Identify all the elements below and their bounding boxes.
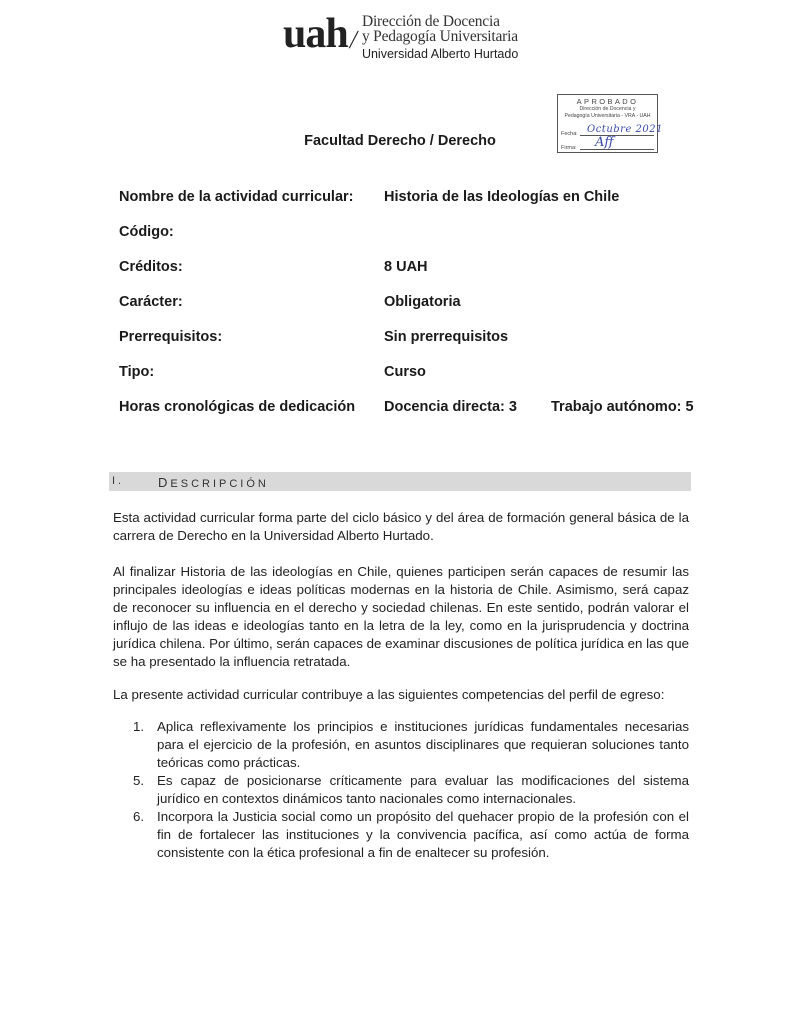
faculty-title-text: Facultad Derecho / Derecho bbox=[304, 133, 496, 149]
stamp-sub-2: Pedagogía Universitaria - VRA - UAH bbox=[564, 112, 651, 119]
competencias-intro: La presente actividad curricular contribuye a las siguientes competencias del perfil de egreso: bbox=[113, 687, 665, 702]
stamp-firma-line bbox=[580, 149, 654, 150]
list-item-text: Aplica reflexivamente los principios e instituciones jurídicas fundamentales necesarias para el ejercicio de la profesión, en asuntos disciplinares que requieran soluciones tanto teóricas como prácticas. bbox=[157, 719, 689, 770]
stamp-title: APROBADO bbox=[576, 97, 639, 106]
logo-line-direccion: Dirección de Docencia bbox=[361, 13, 500, 30]
logo-line-pedagogia: y Pedagogía Universitaria bbox=[361, 28, 518, 45]
info-value-secondary: Trabajo autónomo: 5 bbox=[551, 399, 694, 415]
stamp-firma-label: Firma: bbox=[561, 145, 577, 151]
info-value: Docencia directa: 3 bbox=[384, 399, 517, 415]
info-label: Prerrequisitos: bbox=[119, 329, 223, 345]
uah-logo-mark: uah bbox=[283, 11, 348, 57]
logo-line-university: Universidad Alberto Hurtado bbox=[361, 47, 519, 61]
info-label: Horas cronológicas de dedicación bbox=[119, 399, 356, 415]
info-label: Carácter: bbox=[119, 294, 183, 310]
info-value: Obligatoria bbox=[384, 294, 461, 310]
info-label: Nombre de la actividad curricular: bbox=[119, 189, 354, 205]
list-item-number: 5. bbox=[133, 773, 145, 788]
stamp-sub-1: Dirección de Docencia y bbox=[579, 106, 636, 112]
info-value: Sin prerrequisitos bbox=[384, 329, 509, 345]
description-paragraph-2: Al finalizar Historia de las ideologías en Chile, quienes participen serán capaces de resumir las principales ideologías e ideas políticas modernas en la historia de Chile. Asimismo, será capaz de reconocer su influencia en el derecho y sociedad chilenas. En este sentido, podrán valorar el influjo de las ideas e ideologías tanto en la letra de la ley, como en la jurisprudencia y doctrina jurídica chilena. Por último, serán capaces de examinar discusiones de política jurídica en las que se ha presentado la influencia retratada. bbox=[113, 564, 689, 669]
info-value: Historia de las Ideologías en Chile bbox=[384, 189, 620, 205]
list-item-text: Incorpora la Justicia social como un propósito del quehacer propio de la profesión con el fin de fortalecer las instituciones y la convivencia pacífica, así como actúa de forma consistente con la ética profesional a fin de enaltecer su profesión. bbox=[157, 809, 689, 860]
section-number: I. bbox=[112, 475, 125, 487]
section-title-initial: D bbox=[158, 475, 171, 490]
section-title-rest: ESCRIPCIÓN bbox=[170, 478, 269, 490]
list-item bbox=[133, 718, 689, 772]
list-item bbox=[133, 808, 689, 862]
section-title bbox=[158, 475, 269, 490]
signature-icon: Aff bbox=[595, 135, 614, 150]
description-paragraph-1: Esta actividad curricular forma parte del ciclo básico y del área de formación general básica de la carrera de Derecho en la Universidad Alberto Hurtado. bbox=[113, 510, 689, 543]
section-header-descripcion bbox=[109, 472, 691, 491]
stamp-fecha-value: Octubre 2021 bbox=[587, 124, 663, 135]
info-label: Créditos: bbox=[119, 259, 183, 275]
logo-text bbox=[362, 14, 518, 62]
list-item bbox=[133, 772, 689, 808]
list-item-text: Es capaz de posicionarse críticamente para evaluar las modificaciones del sistema jurídico en contextos dinámicos tanto nacionales como internacionales. bbox=[157, 773, 689, 806]
list-item-number: 6. bbox=[133, 809, 145, 824]
info-value: Curso bbox=[384, 364, 426, 380]
competencias-list bbox=[133, 718, 689, 862]
logo-slash: / bbox=[347, 25, 360, 54]
info-label: Tipo: bbox=[119, 364, 155, 380]
stamp-fecha-label: Fecha: bbox=[561, 131, 578, 137]
list-item-number: 1. bbox=[133, 719, 145, 734]
info-label: Código: bbox=[119, 224, 174, 240]
info-value: 8 UAH bbox=[384, 259, 428, 275]
faculty-title bbox=[0, 133, 800, 149]
uah-logo bbox=[283, 11, 519, 70]
